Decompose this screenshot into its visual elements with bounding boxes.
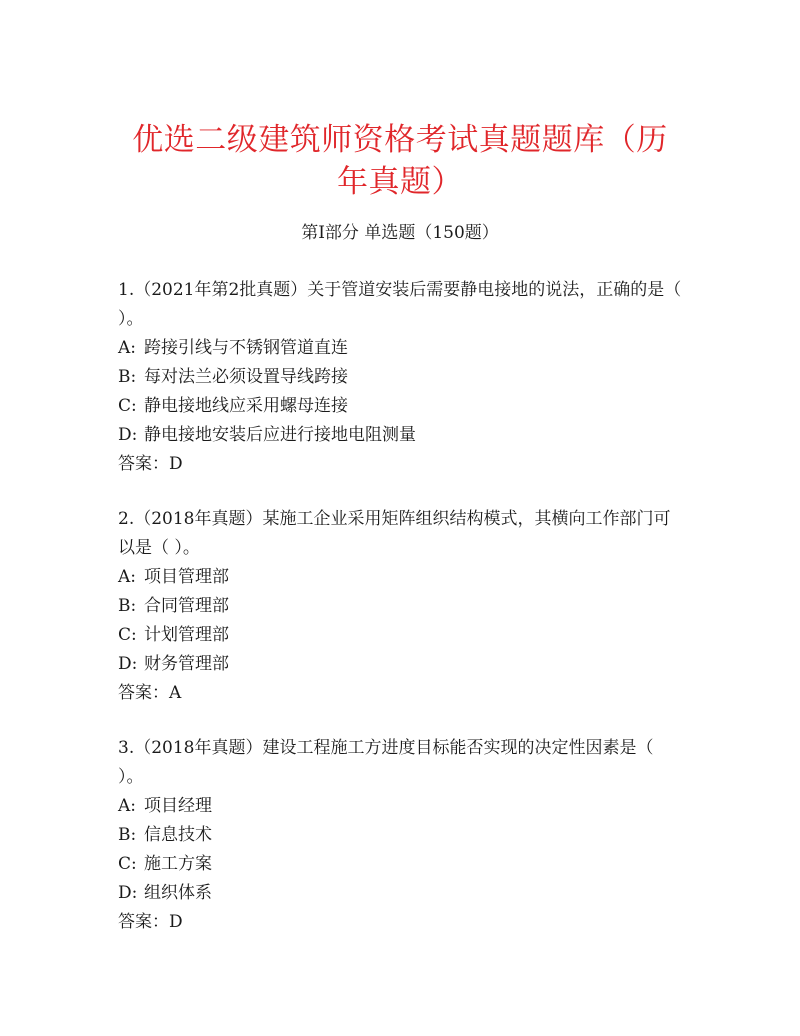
answer-line: 答案：D — [118, 454, 183, 474]
option-letter: B: — [118, 825, 137, 845]
question-stem: 1.（2021年第2批真题）关于管道安装后需要静电接地的说法，正确的是（ ）。 — [118, 280, 682, 329]
option-d — [118, 879, 682, 908]
option-text: 每对法兰必须设置导线跨接 — [144, 367, 348, 387]
option-b — [118, 363, 682, 392]
option-b — [118, 592, 682, 621]
document-title: 优选二级建筑师资格考试真题题库（历年真题） — [132, 122, 668, 200]
option-letter: C: — [118, 854, 137, 874]
option-text: 财务管理部 — [144, 654, 229, 674]
option-letter: A: — [118, 796, 137, 816]
section-heading: 第I部分 单选题（150题） — [301, 223, 499, 243]
option-c — [118, 392, 682, 421]
option-text: 施工方案 — [144, 854, 212, 874]
question-3 — [118, 734, 682, 937]
option-a — [118, 563, 682, 592]
option-text: 组织体系 — [144, 883, 212, 903]
option-letter: D: — [118, 654, 138, 674]
option-letter: C: — [118, 625, 137, 645]
option-d — [118, 421, 682, 450]
answer-line: 答案：A — [118, 683, 182, 703]
option-text: 项目经理 — [144, 796, 212, 816]
option-letter: A: — [118, 338, 137, 358]
option-a — [118, 792, 682, 821]
option-letter: D: — [118, 883, 138, 903]
option-d — [118, 650, 682, 679]
option-c — [118, 621, 682, 650]
option-text: 信息技术 — [144, 825, 212, 845]
option-a — [118, 334, 682, 363]
option-text: 合同管理部 — [144, 596, 229, 616]
option-c — [118, 850, 682, 879]
question-stem: 2.（2018年真题）某施工企业采用矩阵组织结构模式，其横向工作部门可以是（ ）。 — [118, 509, 671, 558]
option-text: 计划管理部 — [144, 625, 229, 645]
option-letter: B: — [118, 367, 137, 387]
question-1 — [118, 276, 682, 479]
answer-line: 答案：D — [118, 912, 183, 932]
question-list — [118, 276, 682, 963]
option-text: 跨接引线与不锈钢管道直连 — [144, 338, 348, 358]
option-letter: D: — [118, 425, 138, 445]
option-text: 静电接地线应采用螺母连接 — [144, 396, 348, 416]
option-b — [118, 821, 682, 850]
question-stem: 3.（2018年真题）建设工程施工方进度目标能否实现的决定性因素是（ ）。 — [118, 738, 654, 787]
option-text: 静电接地安装后应进行接地电阻测量 — [144, 425, 416, 445]
question-2 — [118, 505, 682, 708]
option-letter: B: — [118, 596, 137, 616]
option-text: 项目管理部 — [144, 567, 229, 587]
option-letter: C: — [118, 396, 137, 416]
option-letter: A: — [118, 567, 137, 587]
